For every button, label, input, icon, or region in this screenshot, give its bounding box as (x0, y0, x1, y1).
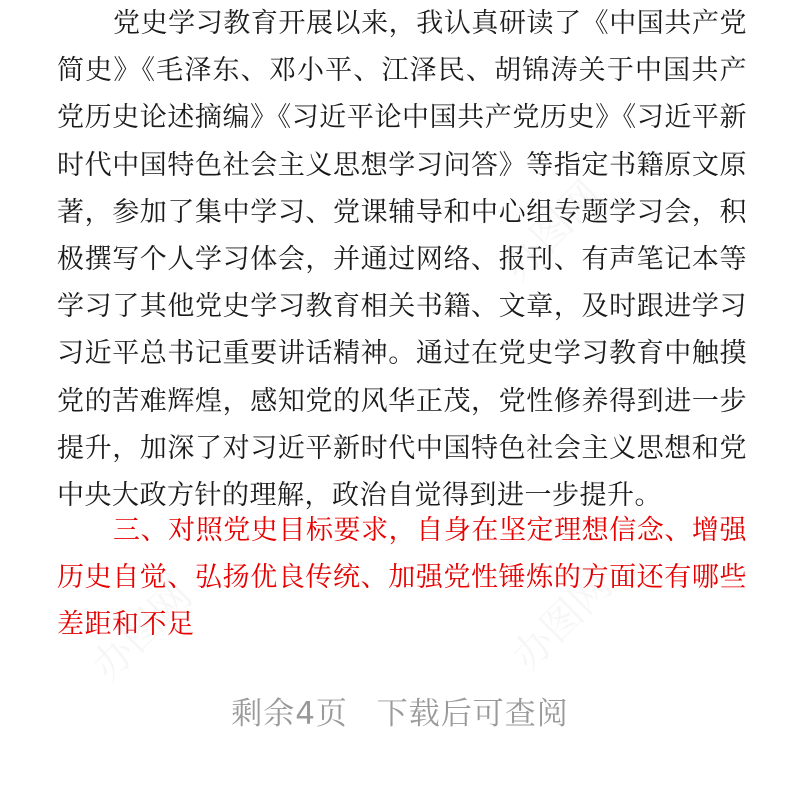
remaining-pages-notice[interactable]: 剩余4页 下载后可查阅 (231, 696, 569, 732)
section-heading: 三、对照党史目标要求，自身在坚定理想信念、增强历史自觉、弘扬优良传统、加强党性锤炼的方面还有哪些差距和不足 (57, 515, 747, 641)
body-paragraph: 党史学习教育开展以来，我认真研读了《中国共产党简史》《毛泽东、邓小平、江泽民、胡锦涛关于中国共产党历史论述摘编》《习近平论中国共产党历史》《习近平新时代中国特色社会主义思想学习问答》等指定书籍原文原著，参加了集中学习、党课辅导和中心组专题学习会，积极撰写个人学习体会，并通过网络、报刊、有声笔记本等学习了其他党史学习教育相关书籍、文章，及时跟进学习习近平总书记重要讲话精神。通过在党史学习教育中触摸党的苦难辉煌，感知党的风华正茂，党性修养得到进一步提升，加深了对习近平新时代中国特色社会主义思想和党中央大政方针的理解，政治自觉得到进一步提升。 (57, 8, 747, 512)
